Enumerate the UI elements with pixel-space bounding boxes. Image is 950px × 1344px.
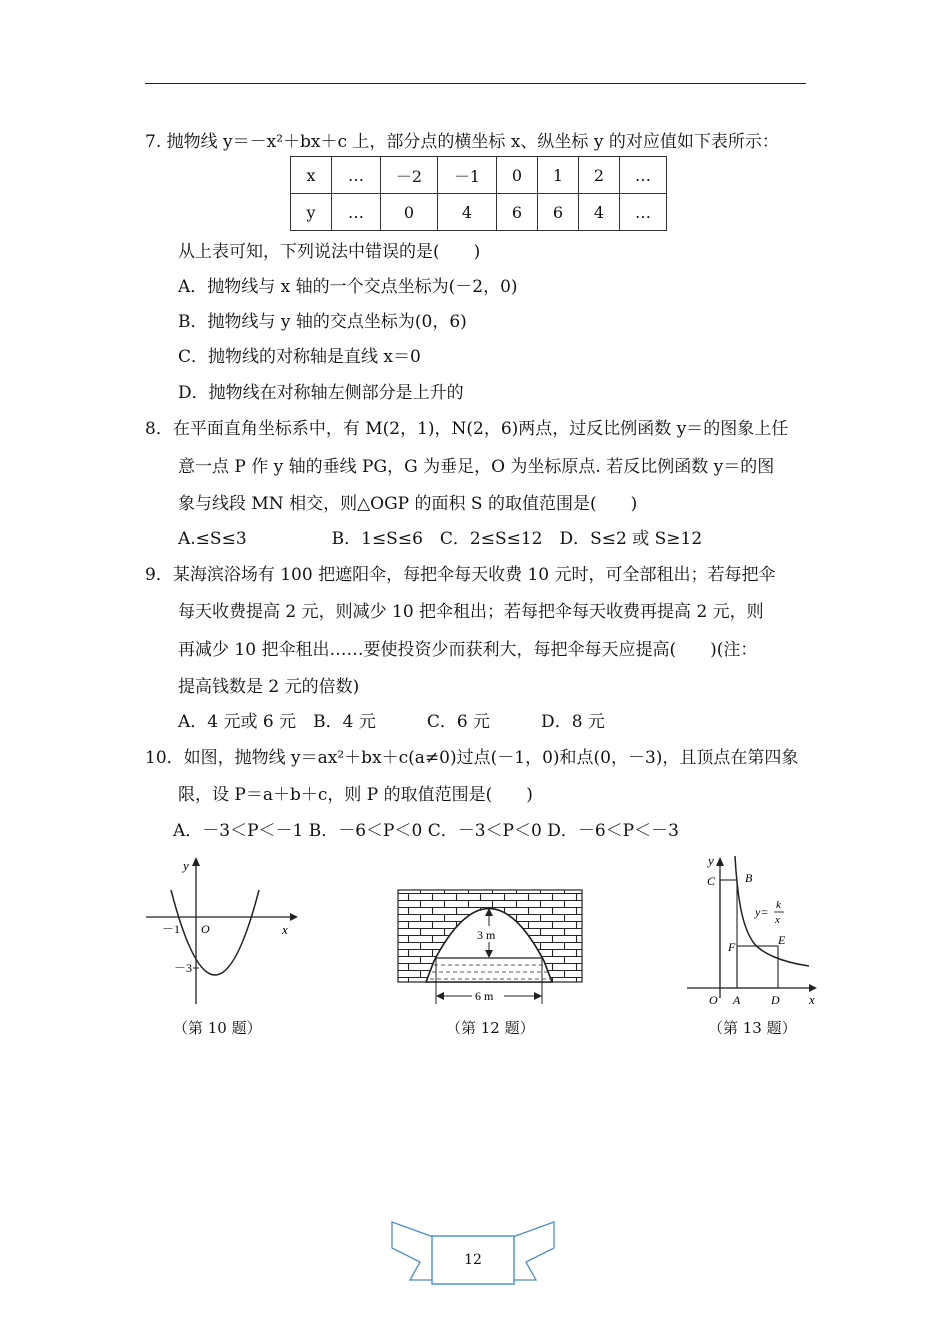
table-row-y [291,194,667,231]
table-cell: x [291,157,332,194]
arrow-left-icon [436,992,444,1000]
point-a-label: A [733,993,741,1007]
table-cell: … [332,194,381,231]
x-axis-arrow-icon [809,984,817,992]
figure-12-caption: （第 12 题） [446,1019,535,1037]
ribbon-right-icon [510,1222,554,1280]
table-cell: 6 [497,194,538,231]
point-c-label: C [707,874,716,888]
q10-line-2: 限，设 P＝a＋b＋c，则 P 的取值范围是( ) [178,785,533,805]
table-cell: 0 [497,157,538,194]
x-axis-arrow-icon [290,913,298,921]
table-cell: 2 [579,157,620,194]
table-cell: 4 [579,194,620,231]
point-e-label: E [778,933,786,947]
origin-label: O [709,993,718,1007]
figure-13-caption: （第 13 题） [708,1019,797,1037]
function-denominator: x [775,914,780,926]
y-label: y [183,858,189,873]
table-cell: … [620,157,667,194]
y-axis-arrow-icon [192,857,200,866]
q9-line-1: 9．某海滨浴场有 100 把遮阳伞，每把伞每天收费 10 元时，可全部租出；若每把伞 [145,565,776,585]
q7-question: 从上表可知，下列说法中错误的是( ) [178,242,481,262]
function-numerator: k [776,899,781,911]
q7-stem: 7. 抛物线 y＝－x²＋bx＋c 上，部分点的横坐标 x、纵坐标 y 的对应值如下表所示： [145,132,779,152]
q10-options: A．－3＜P＜－1 B．－6＜P＜0 C．－3＜P＜0 D．－6＜P＜－3 [173,821,679,841]
point-f-label: F [728,940,736,954]
x-label: x [809,992,815,1007]
table-cell: －2 [381,157,438,194]
q9-line-2: 每天收费提高 2 元，则减少 10 把伞租出；若每把伞每天收费再提高 2 元，则 [178,602,764,622]
q7-option-b: B．抛物线与 y 轴的交点坐标为(0，6) [178,312,467,332]
arrow-right-icon [534,992,542,1000]
ribbon-left-icon [392,1222,436,1280]
figure-10-caption: （第 10 题） [173,1019,262,1037]
table-row-x [291,157,667,194]
q9-line-4: 提高钱数是 2 元的倍数) [178,677,360,697]
figure-13-hyperbola [683,850,823,1008]
q7-option-d: D．抛物线在对称轴左侧部分是上升的 [178,383,464,403]
table-cell: 0 [381,194,438,231]
q9-options: A．4 元或 6 元 B．4 元 C．6 元 D．8 元 [178,712,605,732]
rectangle-fe [737,946,778,988]
rectangle-acbo [720,880,737,988]
neg3-label: －3 [174,961,193,975]
x-label: x [282,922,288,937]
q7-option-a: A．抛物线与 x 轴的一个交点坐标为(－2，0) [178,277,518,297]
point-b-label: B [745,871,753,885]
table-cell: … [332,157,381,194]
neg1-label: －1 [162,922,181,936]
table-cell: 6 [538,194,579,231]
y-axis-arrow-icon [716,857,724,866]
y-label: y [708,853,714,868]
figure-10-parabola [140,852,300,1012]
page-number: 12 [464,1252,482,1268]
point-d-label: D [771,993,780,1007]
figure-12-arch-bridge [396,886,586,1010]
q8-line-3: 象与线段 MN 相交，则△OGP 的面积 S 的取值范围是( ) [178,494,638,514]
height-label: 3 m [477,928,496,942]
table-cell: y [291,194,332,231]
table-cell: … [620,194,667,231]
q8-line-1: 8．在平面直角坐标系中，有 M(2，1)，N(2，6)两点，过反比例函数 y＝的图象上任 [145,419,789,439]
q8-line-2: 意一点 P 作 y 轴的垂线 PG，G 为垂足，O 为坐标原点. 若反比例函数 y＝的图 [178,457,775,477]
q10-line-1: 10．如图，抛物线 y＝ax²＋bx＋c(a≠0)过点(－1，0)和点(0，－3)，且顶点在第四象 [145,748,799,768]
q7-value-table [290,156,667,231]
table-cell: 1 [538,157,579,194]
table-cell: 4 [438,194,497,231]
width-label: 6 m [475,989,494,1003]
q8-options: A.≤S≤3 B．1≤S≤6 C．2≤S≤12 D．S≤2 或 S≥12 [178,529,703,549]
q9-line-3: 再减少 10 把伞租出……要使投资少而获利大，每把伞每天应提高( )(注： [178,640,758,660]
function-label: y= [755,905,769,919]
origin-label: O [201,922,210,936]
header-rule [145,83,806,84]
table-cell: －1 [438,157,497,194]
q7-option-c: C．抛物线的对称轴是直线 x＝0 [178,347,421,367]
